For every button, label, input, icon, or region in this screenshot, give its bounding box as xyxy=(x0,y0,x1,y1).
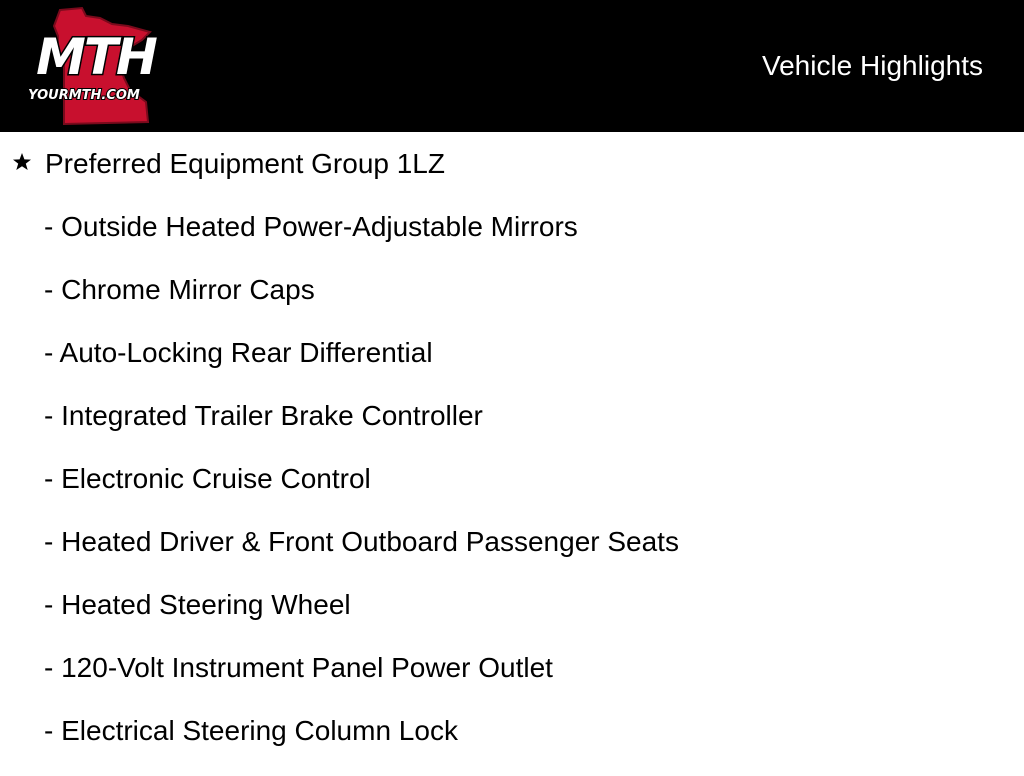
feature-item: - Electronic Cruise Control xyxy=(44,463,371,494)
feature-item: - Electrical Steering Column Lock xyxy=(44,715,458,746)
feature-item: - 120-Volt Instrument Panel Power Outlet xyxy=(44,652,553,683)
logo-url: YOURMTH.COM xyxy=(28,88,140,103)
logo-wordmark: MTH xyxy=(36,28,156,86)
feature-item: - Integrated Trailer Brake Controller xyxy=(44,400,483,431)
feature-item: - Outside Heated Power-Adjustable Mirrors xyxy=(44,211,578,242)
minnesota-logo-icon xyxy=(8,6,188,128)
feature-item: - Auto-Locking Rear Differential xyxy=(44,337,433,368)
page-title: Vehicle Highlights xyxy=(761,50,983,81)
header-bar xyxy=(0,0,1024,132)
feature-list xyxy=(44,209,679,776)
primary-highlight xyxy=(12,146,445,182)
star-icon xyxy=(12,152,32,172)
highlights-panel xyxy=(0,132,1024,768)
feature-item: - Chrome Mirror Caps xyxy=(44,274,315,305)
feature-item: - Heated Driver & Front Outboard Passenger Seats xyxy=(44,526,679,557)
mth-logo[interactable] xyxy=(8,6,188,128)
primary-highlight-label: Preferred Equipment Group 1LZ xyxy=(45,148,445,179)
feature-item: - Heated Steering Wheel xyxy=(44,589,351,620)
